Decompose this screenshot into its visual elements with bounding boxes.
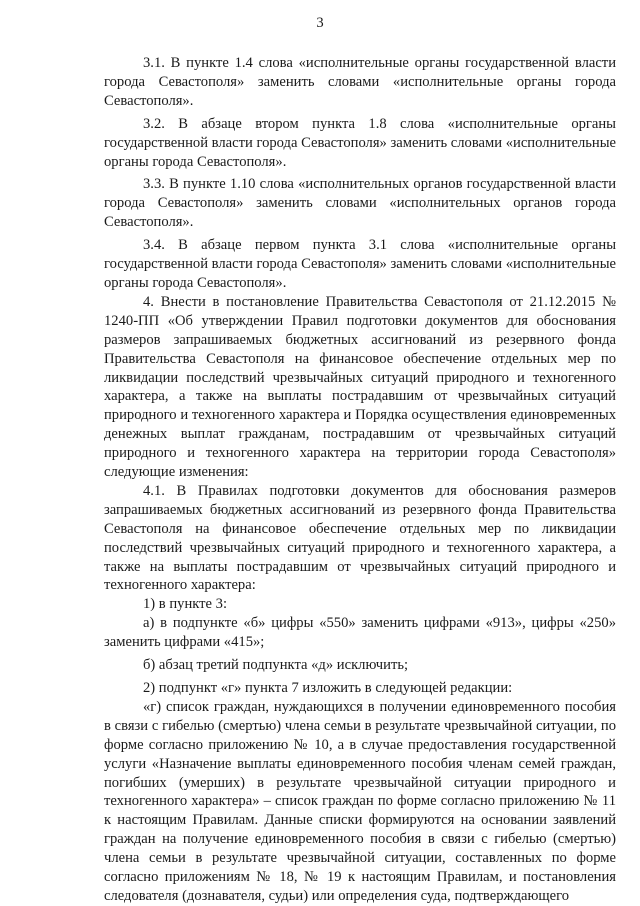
paragraph-3-4: 3.4. В абзаце первом пункта 3.1 слова «исполнительные органы государственной власти города Севастополя» заменить словами «исполнительные органы города Севастополя».: [104, 237, 616, 291]
page-number: 3: [316, 15, 324, 31]
paragraph-3-1: 3.1. В пункте 1.4 слова «исполнительные органы государственной власти города Севастополя» заменить словами «исполнительные органы города Севастополя».: [104, 55, 616, 109]
paragraph-3-2: 3.2. В абзаце втором пункта 1.8 слова «исполнительные органы государственной власти города Севастополя» заменить словами «исполнительные органы города Севастополя».: [104, 115, 616, 170]
paragraph-4-1: 4.1. В Правилах подготовки документов для обоснования размеров запрашиваемых бюджетных ассигнований из резервного фонда Правительства Севастополя на финансовое обеспечение отдельных мер по ликвидации последствий чрезвычайных ситуаций природного и техногенного характера, а также на выплаты пострадавшим от чрезвычайных ситуаций природного и техногенного характера:: [104, 482, 616, 594]
paragraph-3-3: 3.3. В пункте 1.10 слова «исполнительных органов государственной власти города Севастополя» заменить словами «исполнительных органов города Севастополя».: [104, 176, 616, 231]
paragraph-4: 4. Внести в постановление Правительства Севастополя от 21.12.2015 № 1240-ПП «Об утверждении Правил подготовки документов для обоснования размеров запрашиваемых бюджетных ассигнований из резервного фонда Правительства Севастополя на финансовое обеспечение отдельных мер по ликвидации последствий чрезвычайных ситуаций природного и техногенного характера, а также на выплаты пострадавшим от чрезвычайных ситуаций природного и техногенного характера и Порядка осуществления единовременных денежных выплат гражданам, пострадавшим от чрезвычайных ситуаций природного и техногенного характера на территории города Севастополя» следующие изменения:: [104, 293, 616, 481]
list-item-2: 2) подпункт «г» пункта 7 изложить в следующей редакции:: [143, 680, 513, 696]
list-item-1: 1) в пункте 3:: [143, 596, 228, 613]
list-item-1-b: б) абзац третий подпункта «д» исключить;: [143, 657, 409, 674]
list-item-1-a: а) в подпункте «б» цифры «550» заменить цифрами «913», цифры «250» заменить цифрами «415»;: [104, 615, 616, 651]
document-body: [104, 54, 616, 906]
paragraph-quote-g: «г) список граждан, нуждающихся в получении единовременного пособия в связи с гибелью (смертью) члена семьи в результате чрезвычайной ситуации, по форме согласно приложению № 10, а в случае предоставления государственной услуги «Назначение выплаты единовременного пособия членам семей граждан, погибших (умерших) в результате чрезвычайной ситуации природного и техногенного характера» – список граждан по форме согласно приложению № 11 к настоящим Правилам. Данные списки формируются на основании заявлений граждан на получение единовременного пособия в связи с гибелью (смертью) члена семьи в результате чрезвычайной ситуации, составленных по форме согласно приложениям № 18, № 19 к настоящим Правилам, и постановления следователя (дознавателя, судьи) или определения суда, подтверждающего: [104, 698, 616, 904]
